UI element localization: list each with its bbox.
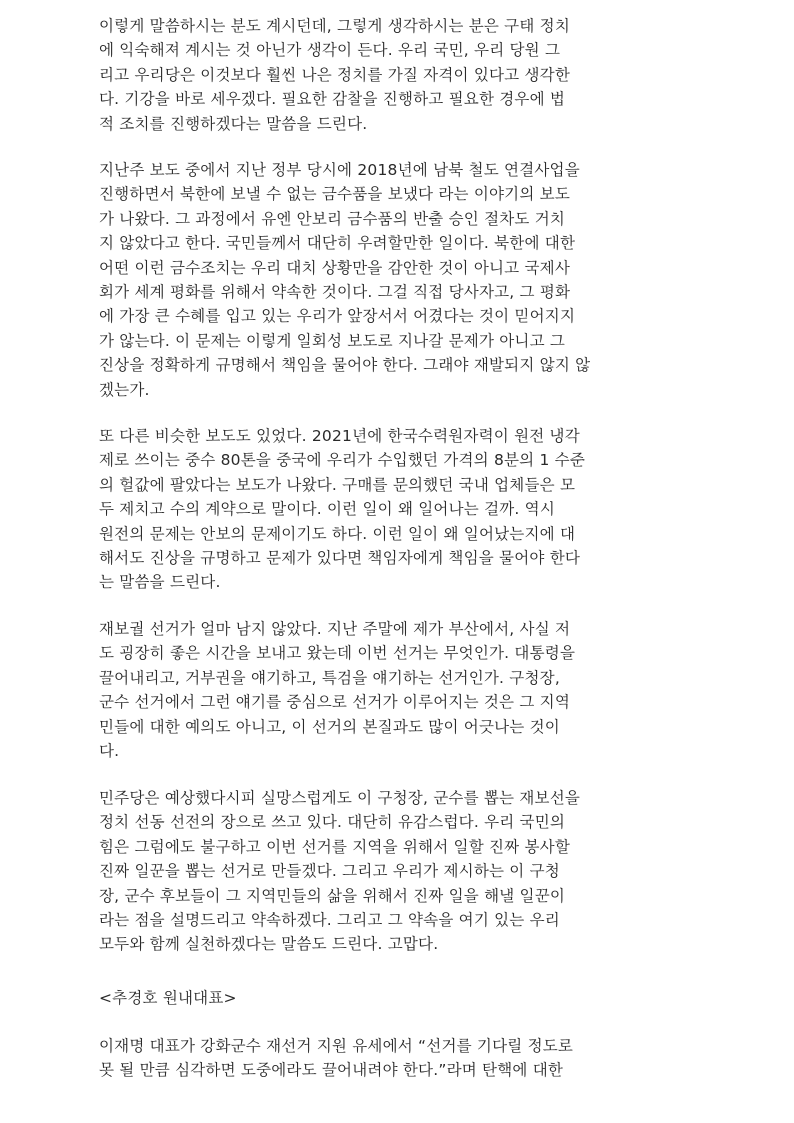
text-line: 원전의 문제는 안보의 문제이기도 하다. 이런 일이 왜 일어났는지에 대 bbox=[99, 524, 576, 543]
text-line: 끌어내리고, 거부권을 얘기하고, 특검을 얘기하는 선거인가. 구청장, bbox=[99, 668, 560, 687]
text-line: 진행하면서 북한에 보낼 수 없는 금수품을 보냈다 라는 이야기의 보도 bbox=[99, 185, 570, 204]
text-line: 에 익숙해져 계시는 것 아닌가 생각이 든다. 우리 국민, 우리 당원 그 bbox=[99, 41, 561, 60]
text-line: 두 제치고 수의 계약으로 말이다. 이런 일이 왜 일어나는 걸까. 역시 bbox=[99, 500, 556, 519]
text-line: 가 않는다. 이 문제는 이렇게 일회성 보도로 지나갈 문제가 아니고 그 bbox=[99, 331, 566, 350]
text-line: 제로 쓰이는 중수 80톤을 중국에 우리가 수입했던 가격의 8분의 1 수준 bbox=[99, 451, 586, 470]
text-line: 회가 세계 평화를 위해서 약속한 것이다. 그걸 직접 당사자고, 그 평화 bbox=[99, 283, 571, 301]
text-line: 는 말씀을 드린다. bbox=[99, 573, 221, 592]
text-line: 도 굉장히 좋은 시간을 보내고 왔는데 이번 선거는 무엇인가. 대통령을 bbox=[99, 644, 576, 663]
text-line: 민주당은 예상했다시피 실망스럽게도 이 구청장, 군수를 뽑는 재보선을 bbox=[99, 789, 581, 807]
text-line: 힘은 그럼에도 불구하고 이번 선거를 지역을 위해서 일할 진짜 봉사할 bbox=[99, 837, 570, 856]
text-line: 지난주 보도 중에서 지난 정부 당시에 2018년에 남북 철도 연결사업을 bbox=[99, 161, 580, 179]
text-line: 라는 점을 설명드리고 약속하겠다. 그리고 그 약속을 여기 있는 우리 bbox=[99, 911, 560, 929]
text-line: 이재명 대표가 강화군수 재선거 지원 유세에서 “선거를 기다릴 정도로 bbox=[99, 1037, 574, 1055]
text-line: 민들에 대한 예의도 아니고, 이 선거의 본질과도 많이 어긋나는 것이 bbox=[99, 717, 560, 736]
text-line: 의 헐값에 팔았다는 보도가 나왔다. 구매를 문의했던 국내 업체들은 모 bbox=[99, 475, 576, 494]
text-line: 장, 군수 후보들이 그 지역민들의 삶을 위해서 진짜 일을 해낼 일꾼이 bbox=[99, 886, 566, 905]
text-line: 해서도 진상을 규명하고 문제가 있다면 책임자에게 책임을 물어야 한다 bbox=[99, 549, 581, 567]
text-line: 군수 선거에서 그런 얘기를 중심으로 선거가 이루어지는 것은 그 지역 bbox=[99, 693, 570, 712]
text-line: <추경호 원내대표> bbox=[99, 989, 237, 1007]
text-line: 적 조치를 진행하겠다는 말씀을 드린다. bbox=[99, 114, 368, 133]
text-line: 에 가장 큰 수혜를 입고 있는 우리가 앞장서서 어겼다는 것이 믿어지지 bbox=[99, 307, 576, 326]
text-line: 모두와 함께 실천하겠다는 말씀도 드린다. 고맙다. bbox=[99, 935, 439, 954]
text-line: 재보궐 선거가 얼마 남지 않았다. 지난 주말에 제가 부산에서, 사실 저 bbox=[99, 620, 571, 638]
text-line: 이렇게 말씀하시는 분도 계시던데, 그렇게 생각하시는 분은 구태 정치 bbox=[99, 17, 570, 35]
text-line: 못 될 만큼 심각하면 도중에라도 끌어내려야 한다.”라며 탄핵에 대한 bbox=[99, 1061, 564, 1080]
text-line: 겠는가. bbox=[99, 380, 150, 399]
text-line: 리고 우리당은 이것보다 훨씬 나은 정치를 가질 자격이 있다고 생각한 bbox=[99, 65, 570, 84]
text-line: 정치 선동 선전의 장으로 쓰고 있다. 대단히 유감스럽다. 우리 국민의 bbox=[99, 813, 566, 832]
text-line: 지 않았다고 한다. 국민들께서 대단히 우려할만한 일이다. 북한에 대한 bbox=[99, 234, 576, 253]
text-line: 다. 기강을 바로 세우겠다. 필요한 감찰을 진행하고 필요한 경우에 법 bbox=[99, 90, 566, 109]
text-line: 또 다른 비슷한 보도도 있었다. 2021년에 한국수력원자력이 원전 냉각 bbox=[99, 427, 580, 445]
text-line: 가 나왔다. 그 과정에서 유엔 안보리 금수품의 반출 승인 절차도 거치 bbox=[99, 209, 566, 228]
text-line: 진상을 정확하게 규명해서 책임을 물어야 한다. 그래야 재발되지 않지 않 bbox=[99, 356, 591, 375]
text-line: 다. bbox=[99, 742, 120, 760]
text-line: 어떤 이런 금수조치는 우리 대치 상황만을 감안한 것이 아니고 국제사 bbox=[99, 258, 570, 277]
text-line: 진짜 일꾼을 뽑는 선거로 만들겠다. 그리고 우리가 제시하는 이 구청 bbox=[99, 862, 560, 881]
